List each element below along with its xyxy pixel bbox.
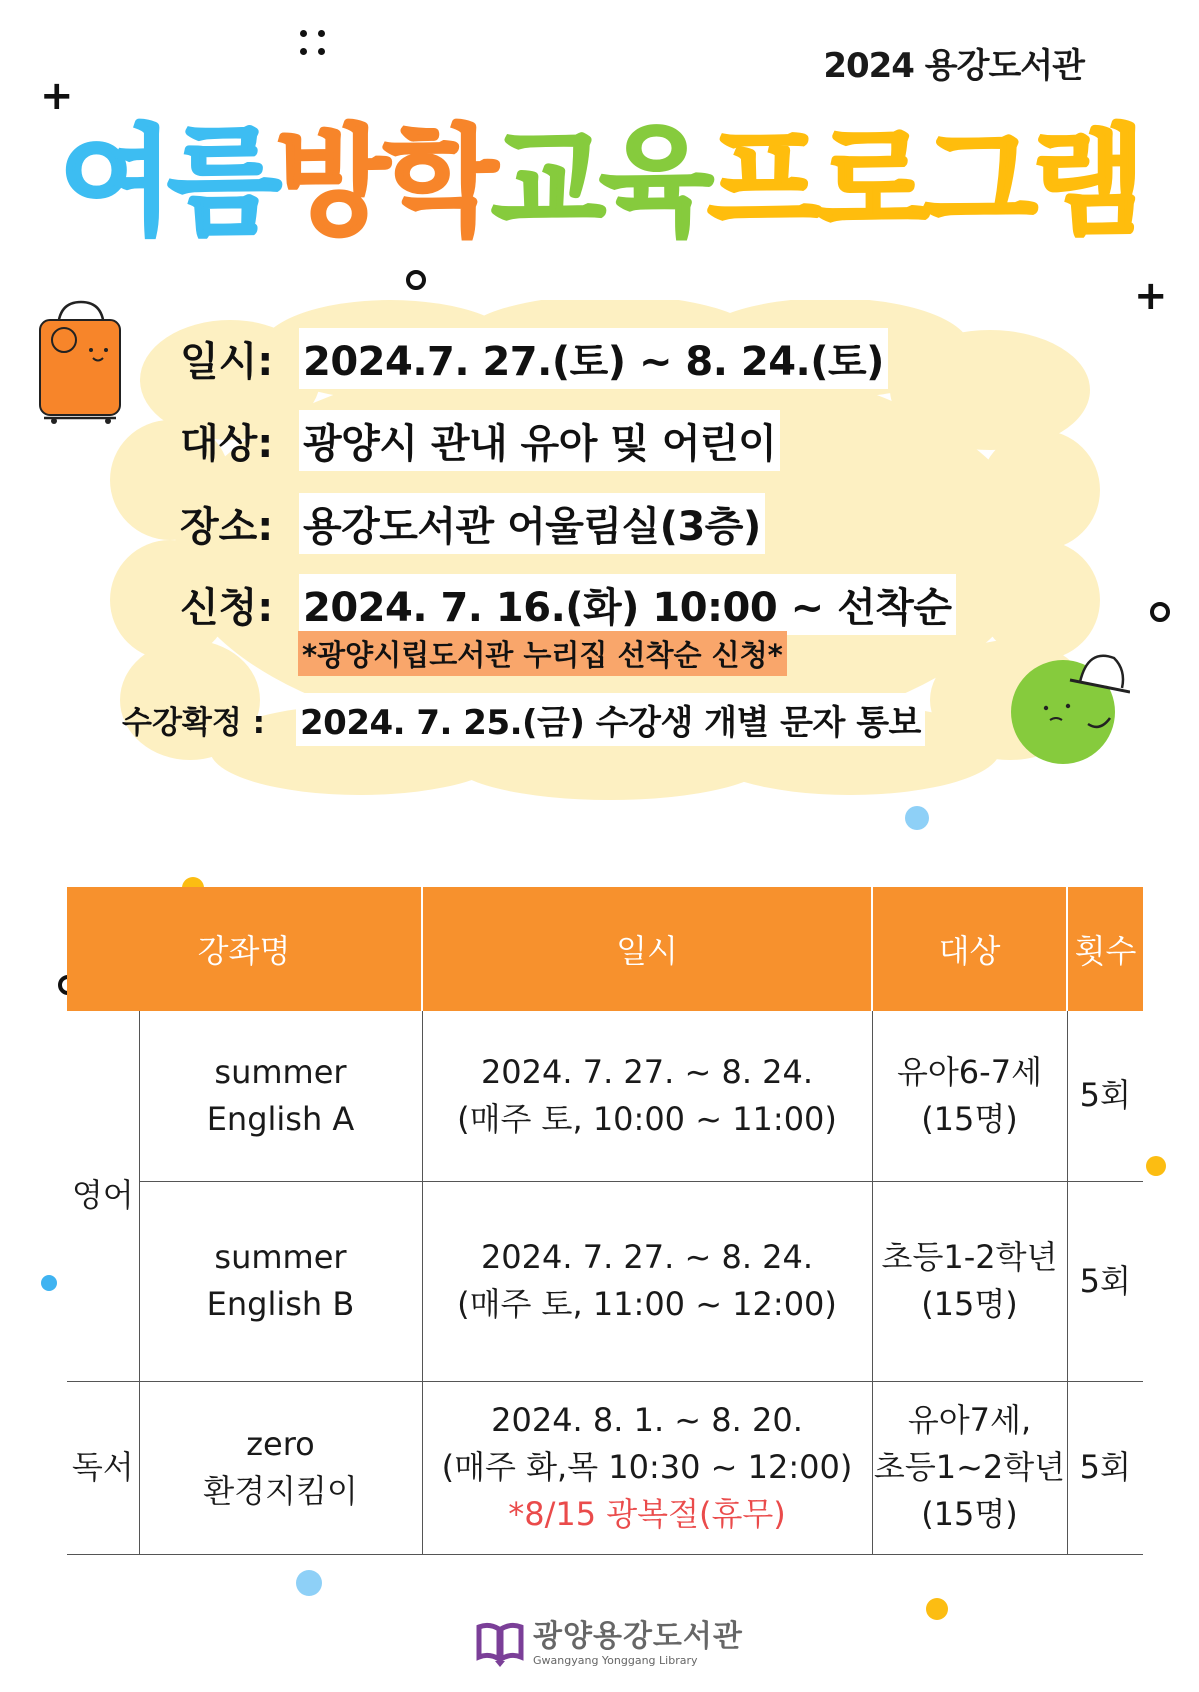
title-part-program: 프로그램: [707, 113, 1140, 251]
course-name-line: English B: [206, 1285, 355, 1323]
library-name-block: [533, 1620, 743, 1668]
info-apply-row: [180, 574, 956, 635]
date-cell: [422, 1181, 872, 1381]
library-name: 광양용강도서관: [533, 1619, 743, 1654]
target-line: 유아6-7세: [896, 1052, 1042, 1091]
title-part-education: 교육: [491, 113, 708, 251]
count-cell: 5회: [1067, 1011, 1143, 1181]
category-english: 영어: [67, 1011, 139, 1381]
table-row: [67, 1011, 1143, 1181]
course-name-cell: [139, 1181, 422, 1381]
category-reading: 독서: [67, 1381, 139, 1554]
count-cell: 5회: [1067, 1181, 1143, 1381]
info-confirm-label: 수강확정 :: [122, 705, 265, 741]
bag-character-icon: [36, 300, 126, 425]
info-date-row: [180, 328, 888, 389]
plus-icon: +: [1134, 273, 1168, 319]
library-name-en: Gwangyang Yonggang Library: [533, 1654, 698, 1667]
target-line: (15명): [921, 1495, 1018, 1533]
target-line: (15명): [921, 1099, 1018, 1138]
header-target: 대상: [872, 887, 1067, 1011]
book-logo-icon: [475, 1621, 525, 1667]
target-cell: [872, 1381, 1067, 1554]
header-date: 일시: [422, 887, 872, 1011]
library-logo: [475, 1620, 743, 1668]
page-title: [0, 112, 1199, 252]
table-row: [67, 1181, 1143, 1381]
title-part-vacation: 방학: [275, 113, 492, 251]
info-confirm-value: 2024. 7. 25.(금) 수강생 개별 문자 통보: [296, 693, 925, 746]
plus-icon: +: [40, 73, 74, 119]
event-year-label: 2024 용강도서관: [823, 46, 1084, 86]
date-line: (매주 토, 10:00 ~ 11:00): [457, 1099, 837, 1138]
info-apply-value: 2024. 7. 16.(화) 10:00 ~ 선착순: [299, 574, 956, 635]
info-date-label: 일시:: [180, 339, 274, 385]
info-place-value: 용강도서관 어울림실(3층): [299, 493, 765, 554]
target-line: 초등1~2학년: [873, 1448, 1066, 1486]
info-place-label: 장소:: [180, 504, 274, 550]
dots-decoration: [300, 30, 330, 60]
course-name-cell: [139, 1011, 422, 1181]
header-count: 횟수: [1067, 887, 1143, 1011]
yellow-dot-decoration: [926, 1598, 948, 1620]
target-cell: [872, 1011, 1067, 1181]
table-row: [67, 1381, 1143, 1554]
holiday-note: *8/15 광복절(휴무): [508, 1495, 786, 1533]
info-apply-label: 신청:: [180, 585, 274, 631]
target-cell: [872, 1181, 1067, 1381]
date-line: (매주 토, 11:00 ~ 12:00): [457, 1285, 837, 1323]
date-cell: [422, 1381, 872, 1554]
table-header-row: [67, 887, 1143, 1011]
date-line: 2024. 8. 1. ~ 8. 20.: [491, 1401, 803, 1439]
blue-dot-decoration: [905, 806, 929, 830]
blue-dot-decoration: [296, 1570, 322, 1596]
program-table: [67, 887, 1143, 1555]
info-target-value: 광양시 관내 유아 및 어린이: [299, 410, 780, 471]
title-part-summer: 여름: [59, 113, 276, 251]
info-target-row: [180, 410, 780, 471]
course-name-cell: [139, 1381, 422, 1554]
info-confirm-row: [122, 693, 925, 746]
info-target-label: 대상:: [180, 421, 274, 467]
count-cell: 5회: [1067, 1381, 1143, 1554]
ball-character-icon: [1010, 640, 1130, 770]
info-place-row: [180, 493, 765, 554]
date-line: (매주 화,목 10:30 ~ 12:00): [441, 1448, 853, 1486]
date-cell: [422, 1011, 872, 1181]
circle-decoration: [406, 270, 426, 290]
course-name-line: 환경지킴이: [203, 1471, 358, 1510]
target-line: (15명): [921, 1285, 1018, 1323]
course-name-line: English A: [206, 1099, 355, 1138]
circle-decoration: [1150, 602, 1170, 622]
target-line: 유아7세,: [907, 1401, 1032, 1439]
course-name-line: summer: [214, 1052, 347, 1091]
course-name-line: summer: [214, 1238, 347, 1276]
course-name-line: zero: [246, 1424, 315, 1463]
date-line: 2024. 7. 27. ~ 8. 24.: [480, 1052, 814, 1091]
blue-dot-decoration: [41, 1275, 57, 1291]
header-course-name: 강좌명: [67, 887, 422, 1011]
info-apply-note: *광양시립도서관 누리집 선착순 신청*: [298, 631, 787, 676]
target-line: 초등1-2학년: [881, 1238, 1058, 1276]
yellow-dot-decoration: [1146, 1156, 1166, 1176]
info-date-value: 2024.7. 27.(토) ~ 8. 24.(토): [299, 328, 888, 389]
date-line: 2024. 7. 27. ~ 8. 24.: [480, 1238, 814, 1276]
